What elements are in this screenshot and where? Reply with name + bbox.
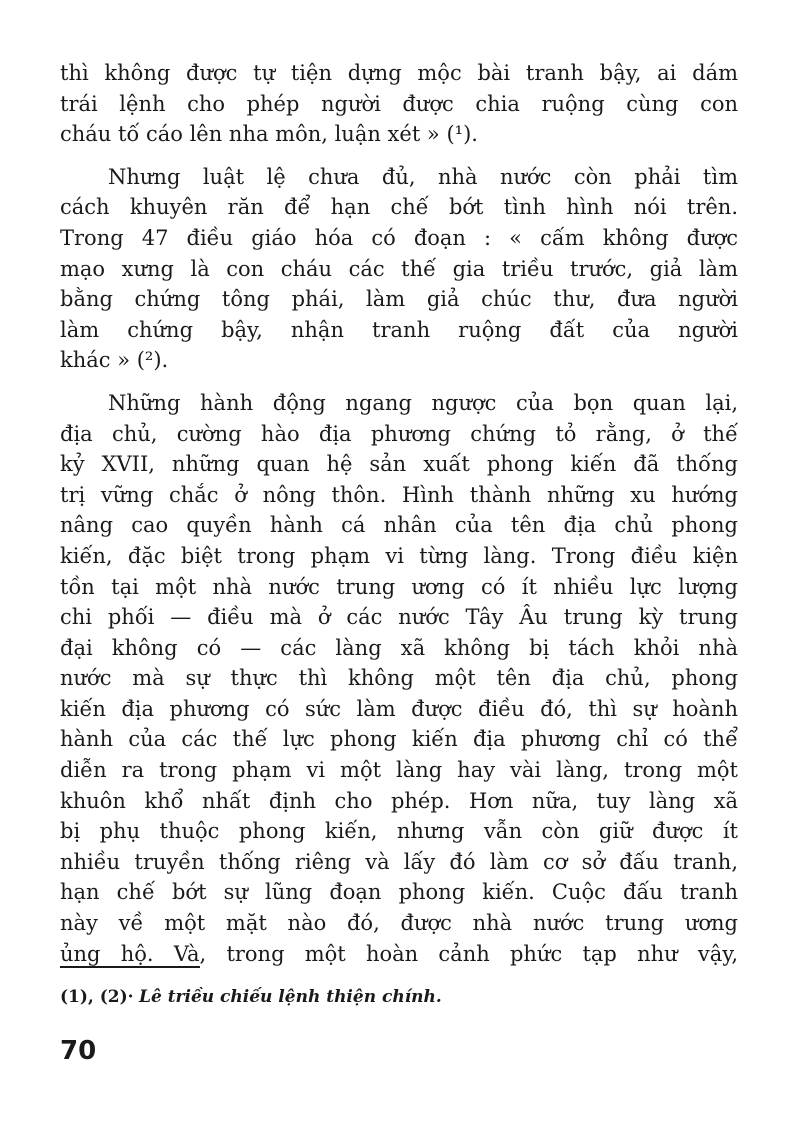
text-line: khác » (²). [60,348,169,373]
text-line: hạn chế bớt sự lũng đoạn phong kiến. Cuộc đấu tranh [60,880,738,905]
text-line: nhiều truyền thống riêng và lấy đó làm cơ sở đấu tranh, [60,849,738,874]
paragraph-gap [60,376,738,388]
text-line: bị phụ thuộc phong kiến, nhưng vẫn còn giữ được ít [60,819,738,844]
text-line: Những hành động ngang ngược của bọn quan lại, [108,390,738,415]
paragraph-2 [60,162,738,376]
text-line: kiến, đặc biệt trong phạm vi từng làng. Trong điều kiện [60,543,738,568]
footnote-divider [60,966,200,968]
paragraph-1 [60,58,738,150]
text-line: đại không có — các làng xã không bị tách khỏi nhà [60,635,738,660]
page-body [60,58,738,969]
paragraph-gap [60,150,738,162]
footnote-text: Lê triều chiếu lệnh thiện chính. [139,987,442,1007]
text-line: cháu tố cáo lên nha môn, luận xét » (¹). [60,122,478,147]
text-line: Nhưng luật lệ chưa đủ, nhà nước còn phải tìm [108,164,738,189]
text-line: Trong 47 điều giáo hóa có đoạn : « cấm không được [60,225,738,250]
text-line: nâng cao quyền hành cá nhân của tên địa chủ phong [60,513,738,538]
text-line: cách khuyên răn để hạn chế bớt tình hình nói trên. [60,195,738,220]
text-line: kiến địa phương có sức làm được điều đó, thì sự hoành [60,696,738,721]
text-line: chi phối — điều mà ở các nước Tây Âu trung kỳ trung [60,605,738,630]
text-line: địa chủ, cường hào địa phương chứng tỏ rằng, ở thế [60,421,738,446]
text-line: trái lệnh cho phép người được chia ruộng cùng con [60,91,738,116]
text-line: này về một mặt nào đó, được nhà nước trung ương [60,911,738,936]
text-line: ủng hộ. Và, trong một hoàn cảnh phức tạp như vậy, [60,941,738,966]
text-line: làm chứng bậy, nhận tranh ruộng đất của người [60,317,738,342]
text-line: khuôn khổ nhất định cho phép. Hơn nữa, tuy làng xã [60,788,738,813]
paragraph-3 [60,388,738,969]
text-line: hành của các thế lực phong kiến địa phương chỉ có thể [60,727,738,752]
text-line: nước mà sự thực thì không một tên địa chủ, phong [60,666,738,691]
footnote [60,986,442,1008]
text-line: tồn tại một nhà nước trung ương có ít nhiều lực lượng [60,574,738,599]
text-line: bằng chứng tông phái, làm giả chúc thư, đưa người [60,287,738,312]
text-line: trị vững chắc ở nông thôn. Hình thành những xu hướng [60,482,738,507]
text-line: kỷ XVII, những quan hệ sản xuất phong kiến đã thống [60,452,738,477]
footnote-marker: (1), (2)· [60,987,134,1007]
text-line: mạo xưng là con cháu các thế gia triều trước, giả làm [60,256,738,281]
text-line: diễn ra trong phạm vi một làng hay vài làng, trong một [60,758,738,783]
text-line: thì không được tự tiện dựng mộc bài tranh bậy, ai dám [60,61,738,85]
page-number: 70 [60,1036,97,1066]
